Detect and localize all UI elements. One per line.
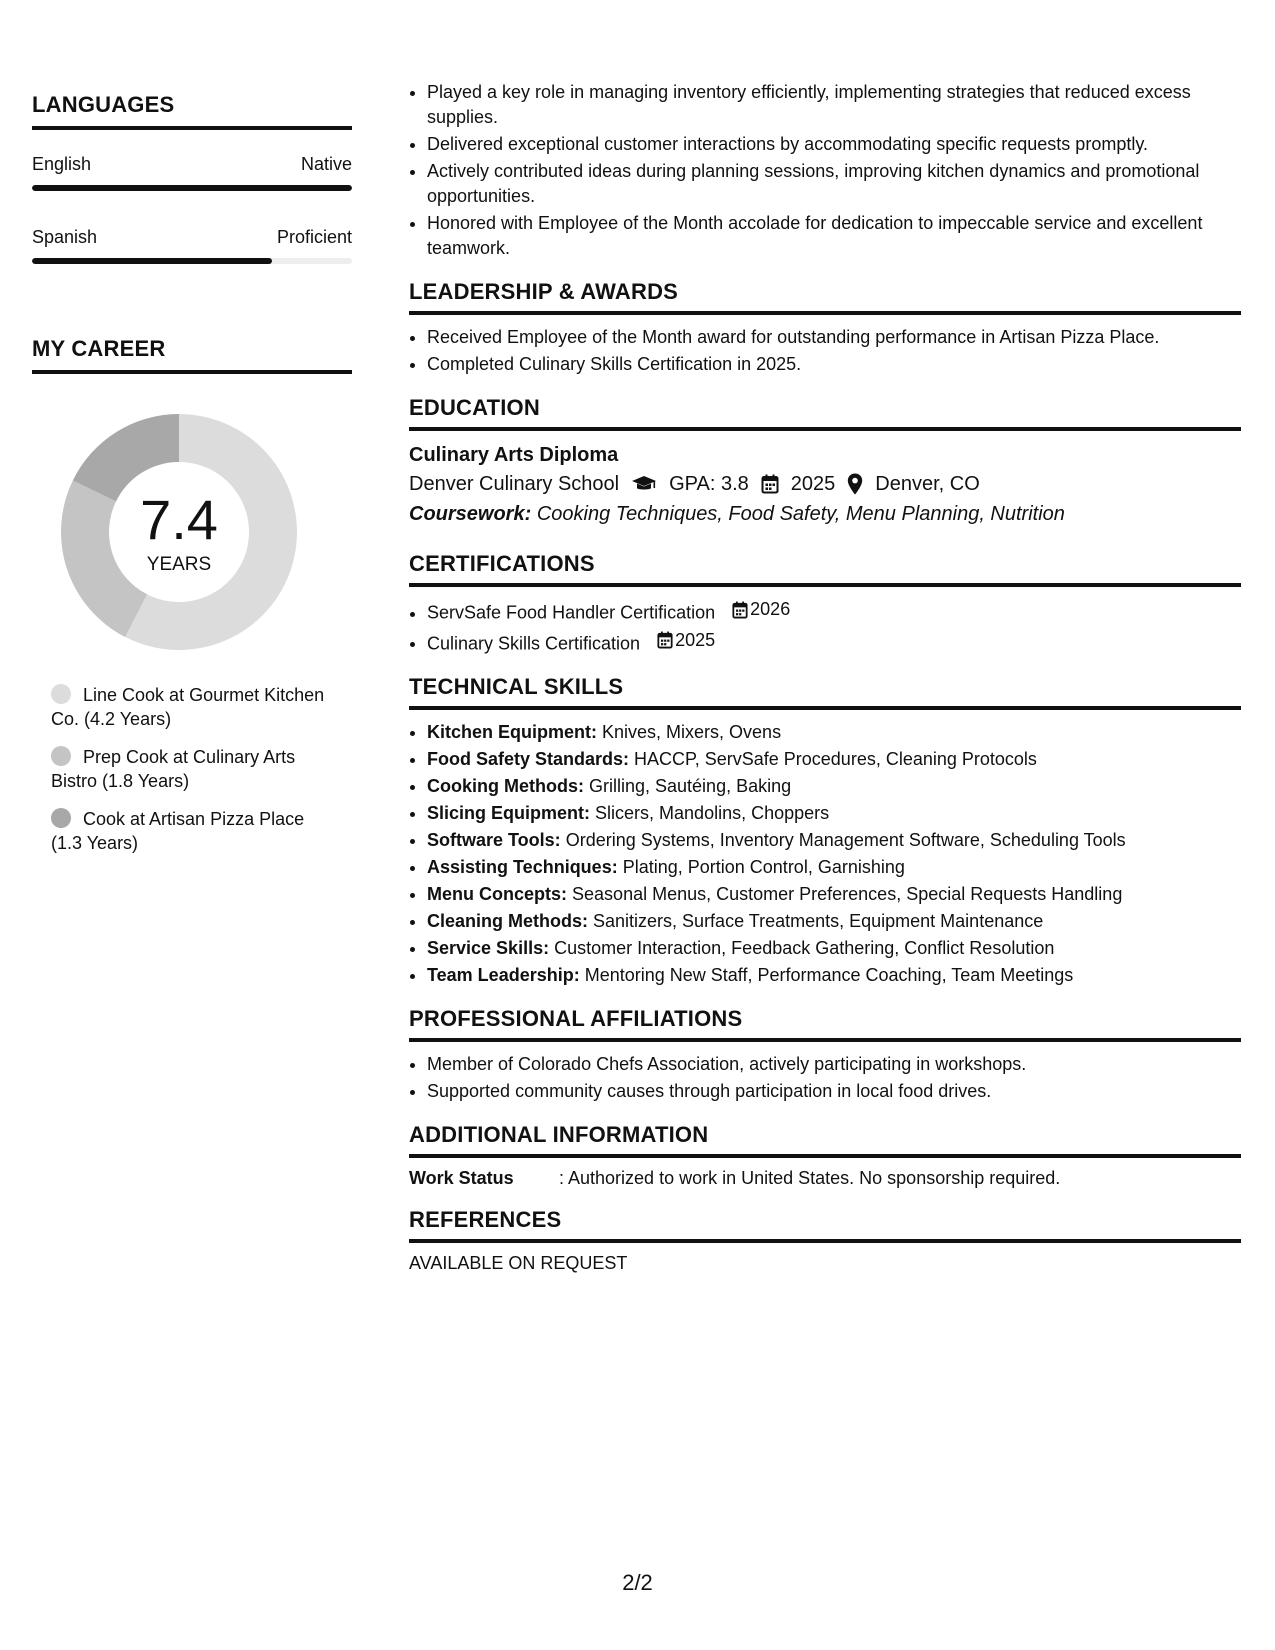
certification-name: ServSafe Food Handler Certification [427, 602, 716, 623]
skill-label: Cleaning Methods: [427, 911, 588, 931]
language-item-english [32, 154, 352, 191]
certification-year: 2026 [750, 599, 791, 619]
career-donut-chart [54, 407, 304, 657]
language-proficiency-bar [32, 185, 352, 191]
work-status-row [409, 1168, 1241, 1189]
career-total-unit: YEARS [146, 554, 212, 575]
calendar-icon [732, 601, 748, 619]
language-item-spanish [32, 227, 352, 264]
work-status-label: Work Status [409, 1168, 514, 1188]
leadership-item: • Received Employee of the Month award for outstanding performance in Artisan Pizza Place. [427, 325, 1241, 350]
coursework-value: Cooking Techniques, Food Safety, Menu Planning, Nutrition [536, 503, 1065, 525]
references-text: AVAILABLE ON REQUEST [409, 1253, 628, 1273]
education-degree: Culinary Arts Diploma [409, 444, 619, 466]
language-level: Native [300, 154, 352, 174]
experience-bullet: • Honored with Employee of the Month accolade for dedication to impeccable service and excellent teamwork. [427, 211, 1241, 261]
page-number: 2/2 [622, 1570, 653, 1595]
legend-swatch [51, 746, 71, 766]
certification-item [427, 628, 1241, 657]
education-coursework [409, 499, 1241, 529]
skill-label: Service Skills: [427, 938, 550, 958]
skill-item [427, 882, 1241, 907]
skill-item [427, 774, 1241, 799]
skill-value: Customer Interaction, Feedback Gathering, Conflict Resolution [554, 938, 1055, 958]
skill-label: Menu Concepts: [427, 884, 568, 904]
career-total-years: 7.4 [140, 488, 218, 551]
education-details [409, 469, 1241, 499]
affiliations-list [409, 1052, 1241, 1104]
skill-value: Slicers, Mandolins, Choppers [595, 803, 830, 823]
skill-label: Team Leadership: [427, 965, 580, 985]
certification-name: Culinary Skills Certification [427, 633, 641, 653]
skill-item [427, 909, 1241, 934]
affiliation-item: • Member of Colorado Chefs Association, actively participating in workshops. [427, 1052, 1241, 1077]
skill-label: Kitchen Equipment: [427, 722, 597, 742]
skill-label: Food Safety Standards: [427, 749, 630, 769]
main-content [409, 80, 1241, 1274]
education-school: Denver Culinary School [409, 473, 620, 495]
coursework-label: Coursework: [409, 503, 532, 525]
calendar-icon [657, 631, 673, 649]
certifications-heading: CERTIFICATIONS [409, 551, 1241, 587]
skill-value: Sanitizers, Surface Treatments, Equipment Maintenance [593, 911, 1044, 931]
sidebar [32, 92, 352, 869]
language-name: English [32, 154, 92, 174]
education-year: 2025 [790, 473, 836, 495]
leadership-heading: LEADERSHIP & AWARDS [409, 279, 1241, 315]
language-level: Proficient [276, 227, 352, 247]
experience-bullet: • Actively contributed ideas during planning sessions, improving kitchen dynamics and promotional opportunities. [427, 159, 1241, 209]
additional-info-heading: ADDITIONAL INFORMATION [409, 1122, 1241, 1158]
skill-label: Software Tools: [427, 830, 561, 850]
legend-item [51, 807, 326, 855]
skill-label: Assisting Techniques: [427, 857, 618, 877]
graduation-cap-icon [631, 474, 657, 494]
references-heading: REFERENCES [409, 1207, 1241, 1243]
legend-swatch [51, 808, 71, 828]
career-legend [51, 683, 352, 855]
certifications-list [409, 597, 1241, 656]
skill-item [427, 747, 1241, 772]
experience-bullets [409, 80, 1241, 261]
legend-swatch [51, 684, 71, 704]
career-heading: MY CAREER [32, 336, 352, 374]
skill-value: Plating, Portion Control, Garnishing [622, 857, 905, 877]
skill-item [427, 963, 1241, 988]
leadership-list [409, 325, 1241, 377]
skill-value: Mentoring New Staff, Performance Coaching, Team Meetings [584, 965, 1074, 985]
leadership-item: • Completed Culinary Skills Certification in 2025. [427, 352, 1241, 377]
language-name: Spanish [32, 227, 98, 247]
skill-item [427, 801, 1241, 826]
certification-year: 2025 [675, 629, 716, 650]
experience-bullet: • Delivered exceptional customer interactions by accommodating specific requests promptly. [427, 132, 1241, 157]
map-pin-icon [847, 473, 863, 495]
donut-center [54, 407, 304, 657]
skill-value: Seasonal Menus, Customer Preferences, Special Requests Handling [572, 884, 1123, 904]
language-proficiency-fill [32, 258, 272, 264]
legend-label: Prep Cook at Culinary Arts Bistro (1.8 Years) [51, 747, 296, 791]
education-heading: EDUCATION [409, 395, 1241, 431]
language-proficiency-bar [32, 258, 352, 264]
skill-item [427, 936, 1241, 961]
skill-item [427, 720, 1241, 745]
affiliation-item: • Supported community causes through participation in local food drives. [427, 1079, 1241, 1104]
legend-item [51, 745, 326, 793]
languages-heading: LANGUAGES [32, 92, 352, 130]
legend-item [51, 683, 326, 731]
legend-label: Line Cook at Gourmet Kitchen Co. (4.2 Years) [51, 685, 325, 729]
education-gpa: GPA: 3.8 [669, 473, 749, 495]
language-proficiency-fill [32, 185, 352, 191]
skill-value: Grilling, Sautéing, Baking [589, 776, 792, 796]
legend-label: Cook at Artisan Pizza Place (1.3 Years) [51, 809, 305, 853]
skill-item [427, 828, 1241, 853]
affiliations-heading: PROFESSIONAL AFFILIATIONS [409, 1006, 1241, 1042]
skills-list [409, 720, 1241, 988]
education-location: Denver, CO [875, 473, 980, 495]
experience-bullet: • Played a key role in managing inventory efficiently, implementing strategies that reduced excess supplies. [427, 80, 1241, 130]
work-status-value: : Authorized to work in United States. No sponsorship required. [559, 1168, 1061, 1188]
skill-value: Ordering Systems, Inventory Management Software, Scheduling Tools [565, 830, 1126, 850]
skills-heading: TECHNICAL SKILLS [409, 674, 1241, 710]
skill-value: HACCP, ServSafe Procedures, Cleaning Protocols [634, 749, 1037, 769]
skill-label: Cooking Methods: [427, 776, 584, 796]
skill-label: Slicing Equipment: [427, 803, 591, 823]
certification-item [427, 597, 1241, 626]
skill-item [427, 855, 1241, 880]
skill-value: Knives, Mixers, Ovens [602, 722, 782, 742]
calendar-icon [761, 474, 779, 494]
